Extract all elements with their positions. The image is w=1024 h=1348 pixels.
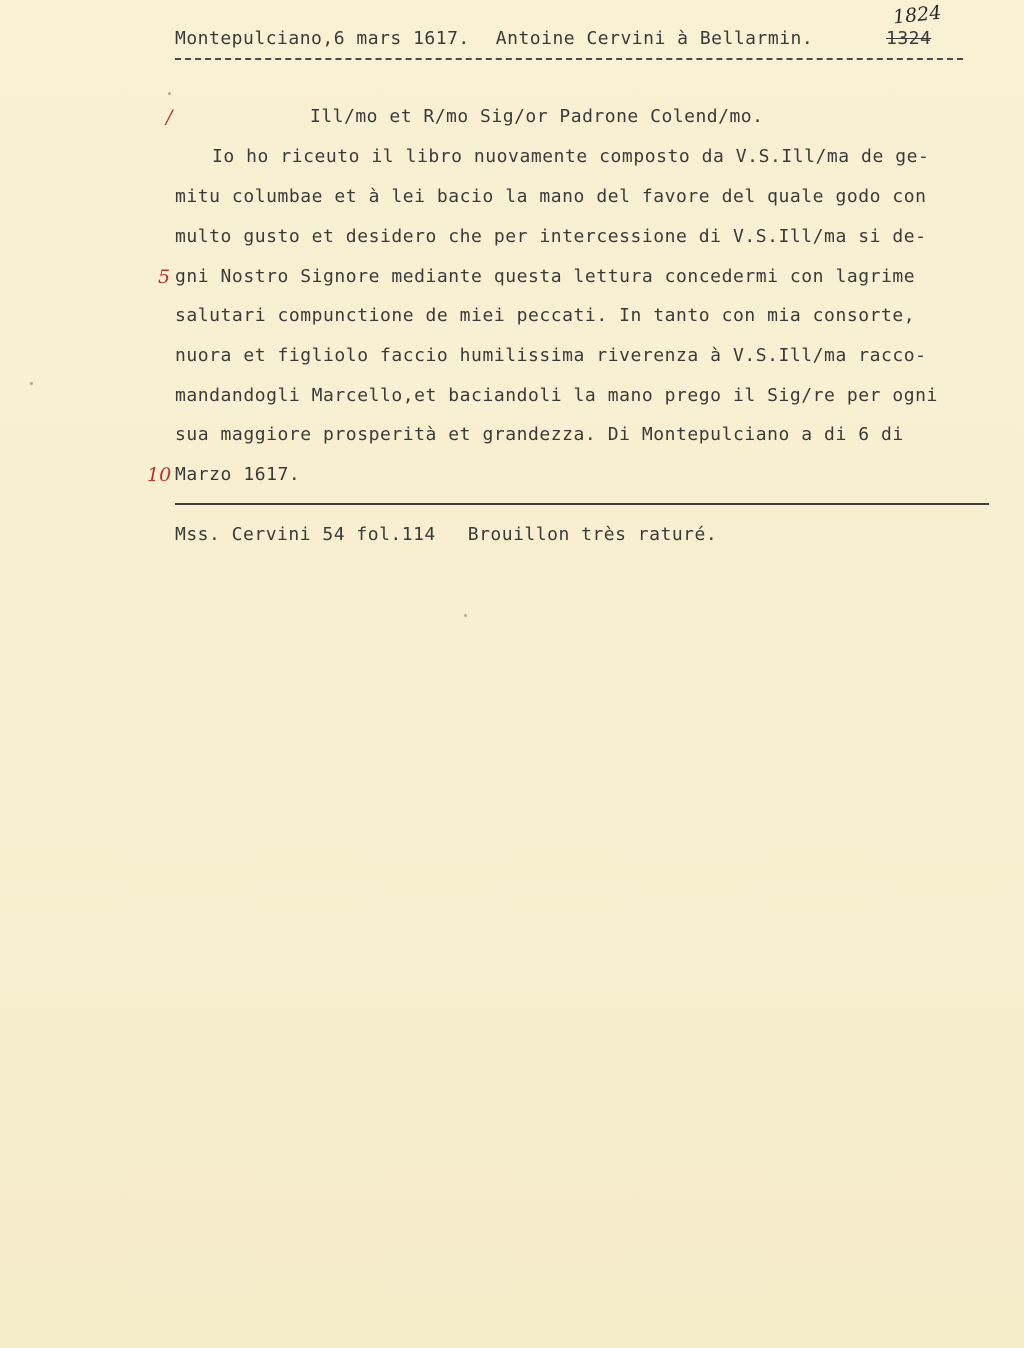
- header-author: Antoine Cervini à Bellarmin.: [495, 28, 814, 49]
- margin-mark-line-5: 5: [158, 266, 171, 288]
- salutation: Ill/mo et R/mo Sig/or Padrone Colend/mo.: [310, 106, 764, 127]
- source-manuscript: Mss. Cervini 54 fol.114: [175, 524, 436, 545]
- dashed-divider: [175, 58, 963, 60]
- body-line-6: nuora et figliolo faccio humilissima riverenza à V.S.Ill/ma racco-: [175, 345, 927, 366]
- paper-speck: [30, 382, 33, 385]
- header-place-date: Montepulciano,6 mars 1617.: [175, 28, 470, 49]
- body-line-5: salutari compunctione de miei peccati. In tanto con mia consorte,: [175, 305, 916, 326]
- handwritten-page-number: 1824: [891, 1, 943, 29]
- source-description: Brouillon très raturé.: [467, 524, 718, 545]
- source-note: [175, 524, 717, 545]
- body-line-1: Io ho riceuto il libro nuovamente composto da V.S.Ill/ma de ge-: [212, 146, 930, 167]
- body-line-7: mandandogli Marcello,et baciandoli la mano prego il Sig/re per ogni: [175, 385, 938, 406]
- header-line: [175, 28, 813, 49]
- body-line-3: multo gusto et desidero che per intercessione di V.S.Ill/ma si de-: [175, 226, 927, 247]
- margin-mark-line-1: /: [166, 106, 173, 128]
- body-line-4: gni Nostro Signore mediante questa lettura concedermi con lagrime: [175, 266, 916, 287]
- typed-page-number: 1324: [886, 28, 932, 49]
- solid-divider: [175, 503, 989, 505]
- paper-speck: [168, 92, 171, 95]
- paper-speck: [464, 614, 467, 617]
- body-line-2: mitu columbae et à lei bacio la mano del favore del quale godo con: [175, 186, 927, 207]
- body-line-9: Marzo 1617.: [175, 464, 301, 485]
- margin-mark-line-10: 10: [147, 464, 172, 486]
- body-line-8: sua maggiore prosperità et grandezza. Di Montepulciano a di 6 di: [175, 424, 904, 445]
